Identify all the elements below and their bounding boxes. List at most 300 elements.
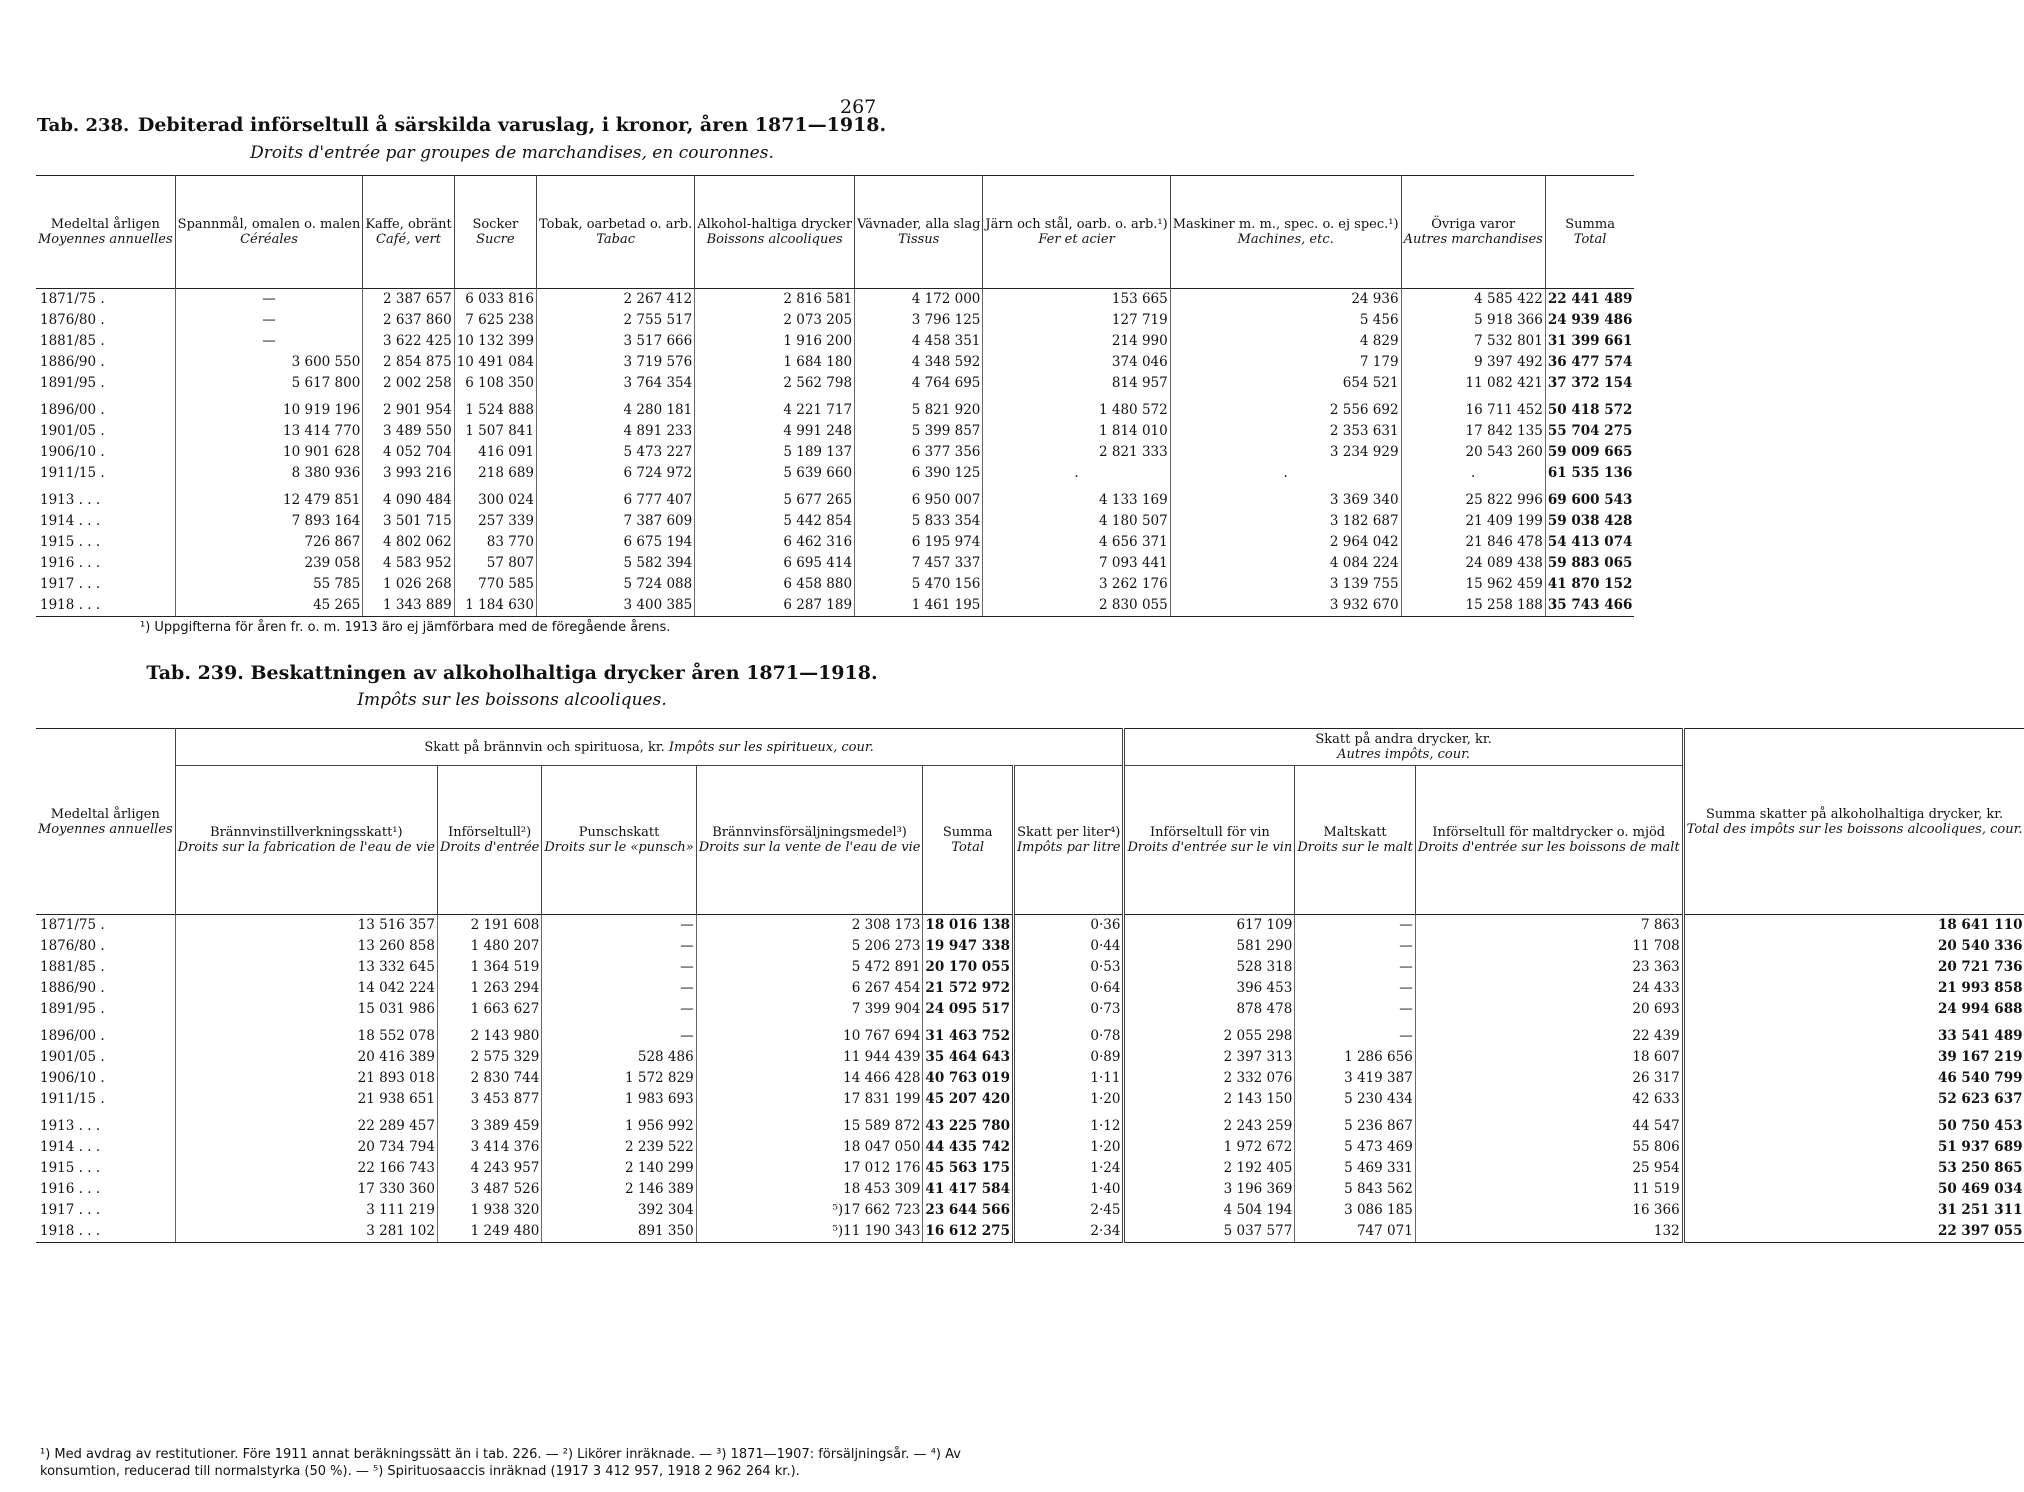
tab238-cell-8: 3 139 755 bbox=[1170, 574, 1401, 595]
tab238-cell-7: 4 656 371 bbox=[983, 532, 1170, 553]
tab238-cell-3: 6 033 816 bbox=[454, 289, 536, 311]
tab238-cell-4: 3 400 385 bbox=[537, 595, 695, 617]
tab238-cell-5: 6 287 189 bbox=[695, 595, 855, 617]
tab238-cell-9: 21 409 199 bbox=[1401, 511, 1545, 532]
tab239-cell-7: 617 109 bbox=[1124, 915, 1295, 937]
tab239-cell-10: 22 397 055 bbox=[1683, 1221, 2024, 1243]
tab239-cell-5: 44 435 742 bbox=[923, 1137, 1014, 1158]
tab239-cell-10: 21 993 858 bbox=[1683, 978, 2024, 999]
tab239-cell-2: 3 414 376 bbox=[437, 1137, 541, 1158]
tab238-cell-0: 1886/90 . bbox=[40, 354, 105, 370]
tab239-cell-2: 2 830 744 bbox=[437, 1068, 541, 1089]
tab239-cell-1: 14 042 224 bbox=[175, 978, 437, 999]
tab238-row bbox=[36, 373, 1634, 394]
tab239-cell-5: 45 207 420 bbox=[923, 1089, 1014, 1110]
tab238-cell-10: 69 600 543 bbox=[1545, 484, 1634, 511]
tab239-group-spirits bbox=[175, 729, 1124, 766]
tab238-cell-9: 9 397 492 bbox=[1401, 352, 1545, 373]
tab238-cell-1: 7 893 164 bbox=[175, 511, 363, 532]
tab239-cell-7: 396 453 bbox=[1124, 978, 1295, 999]
tab239-cell-5: 41 417 584 bbox=[923, 1179, 1014, 1200]
tab239-cell-10: 50 469 034 bbox=[1683, 1179, 2024, 1200]
tab238-cell-0: 1917 . . . bbox=[40, 576, 101, 592]
tab239-number: Tab. 239. bbox=[146, 662, 244, 684]
tab239-header-0-fr: Moyennes annuelles bbox=[38, 821, 173, 837]
tab238-cell-2: 4 802 062 bbox=[363, 532, 454, 553]
tab238-cell-3: 416 091 bbox=[454, 442, 536, 463]
tab239-cell-4: ⁵)17 662 723 bbox=[696, 1200, 923, 1221]
tab239-cell-7: 2 243 259 bbox=[1124, 1110, 1295, 1137]
tab238-cell-9: 20 543 260 bbox=[1401, 442, 1545, 463]
tab239-header-1-sv: Brännvinstillverkningsskatt¹) bbox=[210, 825, 403, 840]
tab239-cell-4: ⁵)11 190 343 bbox=[696, 1221, 923, 1243]
tab238-header-10-fr: Total bbox=[1573, 232, 1607, 247]
tab238-cell-0: 1916 . . . bbox=[40, 555, 101, 571]
tab238-cell-5: 5 189 137 bbox=[695, 442, 855, 463]
tab239-cell-2: 3 389 459 bbox=[437, 1110, 541, 1137]
tab238-cell-6: 6 195 974 bbox=[855, 532, 983, 553]
tab239-row bbox=[36, 1068, 2024, 1089]
tab239-cell-10: 39 167 219 bbox=[1683, 1047, 2024, 1068]
tab239-cell-2: 1 364 519 bbox=[437, 957, 541, 978]
tab238-cell-5: 1 916 200 bbox=[695, 331, 855, 352]
tab239-cell-10: 50 750 453 bbox=[1683, 1110, 2024, 1137]
tab238-cell-10: 36 477 574 bbox=[1545, 352, 1634, 373]
tab238-cell-3: 1 524 888 bbox=[454, 394, 536, 421]
tab239-cell-5: 24 095 517 bbox=[923, 999, 1014, 1020]
tab239-cell-8: 3 086 185 bbox=[1295, 1200, 1415, 1221]
tab239-cell-6: 2·34 bbox=[1013, 1221, 1124, 1243]
tab238-cell-9: 16 711 452 bbox=[1401, 394, 1545, 421]
tab238-row bbox=[36, 595, 1634, 617]
tab238-header-10 bbox=[1545, 176, 1634, 289]
tab239-cell-9: 132 bbox=[1415, 1221, 1683, 1243]
tab239-cell-8: 5 473 469 bbox=[1295, 1137, 1415, 1158]
tab238-cell-5: 6 458 880 bbox=[695, 574, 855, 595]
tab238-cell-1: 10 919 196 bbox=[175, 394, 363, 421]
tab239-header-9 bbox=[1415, 766, 1683, 915]
tab239-cell-6: 2·45 bbox=[1013, 1200, 1124, 1221]
tab238-cell-2: 3 622 425 bbox=[363, 331, 454, 352]
tab238-cell-7: 7 093 441 bbox=[983, 553, 1170, 574]
tab238-header-4-sv: Tobak, oarbetad o. arb. bbox=[539, 217, 693, 232]
tab238-cell-8: 654 521 bbox=[1170, 373, 1401, 394]
tab239-cell-4: 6 267 454 bbox=[696, 978, 923, 999]
tab238-cell-4: 6 777 407 bbox=[537, 484, 695, 511]
tab238-row bbox=[36, 442, 1634, 463]
tab239-cell-4: 17 012 176 bbox=[696, 1158, 923, 1179]
tab238-cell-10: 61 535 136 bbox=[1545, 463, 1634, 484]
tab239-row bbox=[36, 978, 2024, 999]
tab239-row bbox=[36, 957, 2024, 978]
tab239-cell-8: — bbox=[1295, 915, 1415, 937]
tab239-table bbox=[36, 728, 2024, 1243]
tab239-cell-10: 24 994 688 bbox=[1683, 999, 2024, 1020]
tab239-cell-9: 11 519 bbox=[1415, 1179, 1683, 1200]
tab238-cell-8: 3 932 670 bbox=[1170, 595, 1401, 617]
tab239-header-7-sv: Införseltull för vin bbox=[1150, 825, 1270, 840]
tab239-cell-7: 581 290 bbox=[1124, 936, 1295, 957]
tab238-header-9-fr: Autres marchandises bbox=[1403, 232, 1543, 247]
tab238-row bbox=[36, 463, 1634, 484]
tab239-cell-6: 1·20 bbox=[1013, 1089, 1124, 1110]
tab239-cell-10: 18 641 110 bbox=[1683, 915, 2024, 937]
tab238-cell-4: 5 724 088 bbox=[537, 574, 695, 595]
tab239-cell-3: 2 146 389 bbox=[542, 1179, 696, 1200]
tab238-cell-1: 55 785 bbox=[175, 574, 363, 595]
tab239-cell-3: — bbox=[542, 957, 696, 978]
tab238-cell-10: 37 372 154 bbox=[1545, 373, 1634, 394]
tab238-cell-2: 4 090 484 bbox=[363, 484, 454, 511]
tab239-cell-4: 18 453 309 bbox=[696, 1179, 923, 1200]
tab239-cell-10: 31 251 311 bbox=[1683, 1200, 2024, 1221]
tab238-cell-6: 4 172 000 bbox=[855, 289, 983, 311]
tab238-cell-6: 4 348 592 bbox=[855, 352, 983, 373]
tab238-header-6 bbox=[855, 176, 983, 289]
tab239-cell-3: — bbox=[542, 915, 696, 937]
tab238-cell-7: 1 814 010 bbox=[983, 421, 1170, 442]
tab239-cell-0: 1886/90 . bbox=[40, 980, 105, 996]
tab239-cell-3: 2 239 522 bbox=[542, 1137, 696, 1158]
tab238-cell-9: 25 822 996 bbox=[1401, 484, 1545, 511]
tab238-cell-3: 1 184 630 bbox=[454, 595, 536, 617]
tab239-title-line bbox=[0, 662, 1024, 684]
tab239-cell-0: 1901/05 . bbox=[40, 1049, 105, 1065]
tab239-cell-1: 13 260 858 bbox=[175, 936, 437, 957]
tab238-cell-1: — bbox=[175, 331, 363, 352]
tab239-cell-3: — bbox=[542, 936, 696, 957]
tab238-cell-10: 24 939 486 bbox=[1545, 310, 1634, 331]
tab238-cell-0: 1915 . . . bbox=[40, 534, 101, 550]
tab239-header-6-fr: Impôts par litre bbox=[1016, 840, 1121, 855]
tab238-cell-2: 3 501 715 bbox=[363, 511, 454, 532]
tab238-cell-9: 11 082 421 bbox=[1401, 373, 1545, 394]
tab238-cell-1: 3 600 550 bbox=[175, 352, 363, 373]
tab238-cell-5: 4 221 717 bbox=[695, 394, 855, 421]
tab238-cell-3: 1 507 841 bbox=[454, 421, 536, 442]
tab238-cell-6: 6 950 007 bbox=[855, 484, 983, 511]
tab238-cell-9: 21 846 478 bbox=[1401, 532, 1545, 553]
tab238-cell-6: 5 399 857 bbox=[855, 421, 983, 442]
tab239-cell-4: 10 767 694 bbox=[696, 1020, 923, 1047]
tab238-row bbox=[36, 289, 1634, 311]
tab239-row bbox=[36, 915, 2024, 937]
tab238-cell-5: 6 462 316 bbox=[695, 532, 855, 553]
tab239-header-8-sv: Maltskatt bbox=[1323, 825, 1387, 840]
tab238-cell-5: 1 684 180 bbox=[695, 352, 855, 373]
tab239-cell-6: 1·20 bbox=[1013, 1137, 1124, 1158]
tab238-cell-0: 1906/10 . bbox=[40, 444, 105, 460]
tab238-header-4-fr: Tabac bbox=[596, 232, 635, 247]
page-number: 267 bbox=[840, 96, 877, 118]
tab238-row bbox=[36, 532, 1634, 553]
tab239-cell-2: 1 263 294 bbox=[437, 978, 541, 999]
tab238-header-0 bbox=[36, 176, 175, 289]
tab238-cell-3: 10 491 084 bbox=[454, 352, 536, 373]
tab238-cell-2: 4 052 704 bbox=[363, 442, 454, 463]
tab239-cell-2: 2 143 980 bbox=[437, 1020, 541, 1047]
tab238-cell-7: 214 990 bbox=[983, 331, 1170, 352]
tab238-header-0-sv: Medeltal årligen bbox=[50, 217, 160, 232]
tab239-cell-10: 20 721 736 bbox=[1683, 957, 2024, 978]
tab239-cell-9: 20 693 bbox=[1415, 999, 1683, 1020]
tab239-cell-6: 1·11 bbox=[1013, 1068, 1124, 1089]
tab238-cell-4: 6 675 194 bbox=[537, 532, 695, 553]
tab239-body bbox=[36, 915, 2024, 1243]
tab239-header-period bbox=[36, 729, 175, 915]
tab239-cell-10: 53 250 865 bbox=[1683, 1158, 2024, 1179]
tab238-cell-5: 5 677 265 bbox=[695, 484, 855, 511]
tab238-cell-1: 726 867 bbox=[175, 532, 363, 553]
tab238-cell-1: — bbox=[175, 289, 363, 311]
tab238-cell-10: 50 418 572 bbox=[1545, 394, 1634, 421]
tab239-cell-9: 26 317 bbox=[1415, 1068, 1683, 1089]
tab239-cell-7: 2 192 405 bbox=[1124, 1158, 1295, 1179]
tab239-cell-9: 25 954 bbox=[1415, 1158, 1683, 1179]
tab239-header-8-fr: Droits sur le malt bbox=[1297, 840, 1413, 855]
tab239-cell-8: — bbox=[1295, 957, 1415, 978]
tab238-cell-0: 1918 . . . bbox=[36, 595, 175, 617]
tab238-cell-6: 5 470 156 bbox=[855, 574, 983, 595]
tab239-header-4-sv: Brännvinsförsäljningsmedel³) bbox=[712, 825, 907, 840]
tab238-header-7-sv: Järn och stål, oarb. o. arb.¹) bbox=[985, 217, 1168, 232]
tab239-cell-0: 1914 . . . bbox=[40, 1139, 101, 1155]
tab238-cell-10: 35 743 466 bbox=[1545, 595, 1634, 617]
tab239-cell-5: 23 644 566 bbox=[923, 1200, 1014, 1221]
tab238-cell-3: 300 024 bbox=[454, 484, 536, 511]
tab238-cell-8: 3 369 340 bbox=[1170, 484, 1401, 511]
tab239-row bbox=[36, 1110, 2024, 1137]
tab238-cell-6: 6 390 125 bbox=[855, 463, 983, 484]
tab239-cell-1: 22 166 743 bbox=[175, 1158, 437, 1179]
tab238-cell-3: 6 108 350 bbox=[454, 373, 536, 394]
tab239-footnote: ¹) Med avdrag av restitutioner. Före 1911 annat beräkningssätt än i tab. 226. — ²) Likörer inräknade. — ³) 1871—1907: försäljningsår. — ⁴) Av konsumtion, reducerad till normalstyrka (50 %). — ⁵) Spirituosaaccis inräknad (1917 3 412 957, 1918 2 962 264 kr.). bbox=[40, 1447, 961, 1479]
tab238-cell-8: 24 936 bbox=[1170, 289, 1401, 311]
tab239-cell-5: 20 170 055 bbox=[923, 957, 1014, 978]
tab238-row bbox=[36, 421, 1634, 442]
tab239-cell-0: 1915 . . . bbox=[40, 1160, 101, 1176]
tab238-cell-5: 2 073 205 bbox=[695, 310, 855, 331]
tab238-cell-0: 1871/75 . bbox=[40, 291, 105, 307]
tab239-cell-6: 1·12 bbox=[1013, 1110, 1124, 1137]
tab238-cell-7: 127 719 bbox=[983, 310, 1170, 331]
tab238-header-1-sv: Spannmål, omalen o. malen bbox=[177, 217, 361, 232]
tab239-cell-10: 52 623 637 bbox=[1683, 1089, 2024, 1110]
tab238-header-5-sv: Alkohol-haltiga drycker bbox=[697, 217, 853, 232]
tab239-cell-4: 17 831 199 bbox=[696, 1089, 923, 1110]
tab239-header-10-fr: Total des impôts sur les boissons alcooliques, cour. bbox=[1686, 821, 2023, 837]
tab239-cell-3: 891 350 bbox=[542, 1221, 696, 1243]
tab239-cell-10: 46 540 799 bbox=[1683, 1068, 2024, 1089]
tab239-header-4 bbox=[696, 766, 923, 915]
tab238-cell-8: 4 829 bbox=[1170, 331, 1401, 352]
tab238-cell-3: 770 585 bbox=[454, 574, 536, 595]
tab238-cell-8: 2 353 631 bbox=[1170, 421, 1401, 442]
tab239-cell-3: — bbox=[542, 1020, 696, 1047]
tab239-group-row bbox=[36, 729, 2024, 766]
tab238-cell-3: 257 339 bbox=[454, 511, 536, 532]
tab238-cell-2: 3 489 550 bbox=[363, 421, 454, 442]
tab239-cell-0: 1906/10 . bbox=[40, 1070, 105, 1086]
tab239-cell-1: 22 289 457 bbox=[175, 1110, 437, 1137]
tab238-number: Tab. 238. bbox=[37, 115, 130, 136]
tab239-cell-5: 18 016 138 bbox=[923, 915, 1014, 937]
tab239-header-5 bbox=[923, 766, 1014, 915]
tab238-cell-5: 6 695 414 bbox=[695, 553, 855, 574]
tab238-cell-7: 2 830 055 bbox=[983, 595, 1170, 617]
tab239-cell-5: 35 464 643 bbox=[923, 1047, 1014, 1068]
tab239-cell-0: 1881/85 . bbox=[40, 959, 105, 975]
tab238-cell-5: 5 639 660 bbox=[695, 463, 855, 484]
tab238-cell-5: 2 562 798 bbox=[695, 373, 855, 394]
tab239-header-10-sv: Summa skatter på alkoholhaltiga drycker, kr. bbox=[1705, 806, 2004, 822]
tab238-cell-2: 1 343 889 bbox=[363, 595, 454, 617]
tab239-cell-4: 2 308 173 bbox=[696, 915, 923, 937]
tab238-cell-0: 1876/80 . bbox=[40, 312, 105, 328]
tab238-title: Debiterad införseltull å särskilda varuslag, i kronor, åren 1871—1918. bbox=[137, 114, 887, 136]
tab239-cell-6: 1·24 bbox=[1013, 1158, 1124, 1179]
tab239-cell-5: 43 225 780 bbox=[923, 1110, 1014, 1137]
tab238-cell-8: 3 182 687 bbox=[1170, 511, 1401, 532]
tab239-cell-0: 1917 . . . bbox=[40, 1202, 101, 1218]
tab239-cell-7: 2 332 076 bbox=[1124, 1068, 1295, 1089]
tab238-cell-9: 7 532 801 bbox=[1401, 331, 1545, 352]
tab238-cell-6: 6 377 356 bbox=[855, 442, 983, 463]
tab239-cell-6: 0·36 bbox=[1013, 915, 1124, 937]
tab238-cell-8: . bbox=[1170, 463, 1401, 484]
tab239-header-9-fr: Droits d'entrée sur les boissons de malt bbox=[1417, 840, 1680, 855]
tab238-subtitle: Droits d'entrée par groupes de marchandises, en couronnes. bbox=[250, 143, 774, 163]
tab238-cell-10: 59 883 065 bbox=[1545, 553, 1634, 574]
tab238-cell-2: 2 854 875 bbox=[363, 352, 454, 373]
tab238-cell-8: 5 456 bbox=[1170, 310, 1401, 331]
tab238-cell-9: 4 585 422 bbox=[1401, 289, 1545, 311]
tab239-cell-2: 2 191 608 bbox=[437, 915, 541, 937]
tab239-cell-2: 3 453 877 bbox=[437, 1089, 541, 1110]
tab238-cell-2: 1 026 268 bbox=[363, 574, 454, 595]
tab239-cell-8: — bbox=[1295, 978, 1415, 999]
tab239-cell-8: 1 286 656 bbox=[1295, 1047, 1415, 1068]
tab239-cell-5: 16 612 275 bbox=[923, 1221, 1014, 1243]
tab238-cell-4: 3 719 576 bbox=[537, 352, 695, 373]
tab238-cell-0: 1914 . . . bbox=[40, 513, 101, 529]
tab239-cell-1: 18 552 078 bbox=[175, 1020, 437, 1047]
tab239-cell-9: 44 547 bbox=[1415, 1110, 1683, 1137]
tab239-cell-7: 2 055 298 bbox=[1124, 1020, 1295, 1047]
tab238-cell-1: 5 617 800 bbox=[175, 373, 363, 394]
tab238-cell-10: 59 009 665 bbox=[1545, 442, 1634, 463]
tab239-group-spirits-fr: Impôts sur les spiritueux, cour. bbox=[668, 739, 874, 755]
tab238-header-2 bbox=[363, 176, 454, 289]
tab239-subtitle: Impôts sur les boissons alcooliques. bbox=[357, 690, 667, 710]
tab239-cell-0: 1891/95 . bbox=[40, 1001, 105, 1017]
tab238-cell-5: 4 991 248 bbox=[695, 421, 855, 442]
tab238-table bbox=[36, 175, 1634, 617]
tab239-cell-0: 1871/75 . bbox=[40, 917, 105, 933]
tab238-cell-1: 239 058 bbox=[175, 553, 363, 574]
tab239-cell-6: 0·53 bbox=[1013, 957, 1124, 978]
tab238-header-row bbox=[36, 176, 1634, 289]
tab238-cell-8: 2 556 692 bbox=[1170, 394, 1401, 421]
tab238-cell-8: 4 084 224 bbox=[1170, 553, 1401, 574]
tab239-cell-7: 878 478 bbox=[1124, 999, 1295, 1020]
tab238-cell-1: 45 265 bbox=[175, 595, 363, 617]
tab238-cell-0: 1901/05 . bbox=[40, 423, 105, 439]
tab238-cell-7: 4 133 169 bbox=[983, 484, 1170, 511]
tab238-cell-6: 3 796 125 bbox=[855, 310, 983, 331]
tab239-cell-0: 1918 . . . bbox=[36, 1221, 175, 1243]
tab238-cell-4: 2 267 412 bbox=[537, 289, 695, 311]
tab239-cell-5: 45 563 175 bbox=[923, 1158, 1014, 1179]
tab238-header-2-sv: Kaffe, obränt bbox=[365, 217, 452, 232]
tab238-cell-1: — bbox=[175, 310, 363, 331]
tab238-cell-4: 7 387 609 bbox=[537, 511, 695, 532]
tab238-cell-3: 57 807 bbox=[454, 553, 536, 574]
tab239-header-6-sv: Skatt per liter⁴) bbox=[1017, 825, 1121, 840]
tab239-header-1-fr: Droits sur la fabrication de l'eau de vie bbox=[177, 840, 435, 855]
tab238-cell-9: 5 918 366 bbox=[1401, 310, 1545, 331]
tab238-cell-10: 41 870 152 bbox=[1545, 574, 1634, 595]
tab238-header-9 bbox=[1401, 176, 1545, 289]
tab238-header-2-fr: Café, vert bbox=[376, 232, 441, 247]
tab239-cell-8: 5 843 562 bbox=[1295, 1179, 1415, 1200]
tab238-row bbox=[36, 553, 1634, 574]
tab239-row bbox=[36, 936, 2024, 957]
tab238-cell-7: 2 821 333 bbox=[983, 442, 1170, 463]
tab238-header-7 bbox=[983, 176, 1170, 289]
tab238-cell-4: 6 724 972 bbox=[537, 463, 695, 484]
tab239-cell-3: 1 956 992 bbox=[542, 1110, 696, 1137]
tab239-header-7 bbox=[1124, 766, 1295, 915]
tab239-cell-2: 3 487 526 bbox=[437, 1179, 541, 1200]
tab238-cell-2: 2 387 657 bbox=[363, 289, 454, 311]
tab239-header-5-fr: Total bbox=[951, 840, 984, 855]
tab238-cell-4: 3 764 354 bbox=[537, 373, 695, 394]
tab239-header-4-fr: Droits sur la vente de l'eau de vie bbox=[698, 840, 921, 855]
tab238-cell-4: 5 473 227 bbox=[537, 442, 695, 463]
tab239-header-3 bbox=[542, 766, 696, 915]
tab238-cell-4: 3 517 666 bbox=[537, 331, 695, 352]
tab238-header-6-sv: Vävnader, alla slag bbox=[857, 217, 981, 232]
tab238-row bbox=[36, 484, 1634, 511]
tab239-cell-4: 15 589 872 bbox=[696, 1110, 923, 1137]
tab239-cell-5: 19 947 338 bbox=[923, 936, 1014, 957]
tab238-header-3-sv: Socker bbox=[472, 217, 519, 232]
tab238-cell-0: 1913 . . . bbox=[40, 492, 101, 508]
tab238-cell-1: 12 479 851 bbox=[175, 484, 363, 511]
tab238-cell-7: 1 480 572 bbox=[983, 394, 1170, 421]
tab239-cell-7: 5 037 577 bbox=[1124, 1221, 1295, 1243]
tab239-cell-4: 7 399 904 bbox=[696, 999, 923, 1020]
tab238-cell-2: 2 637 860 bbox=[363, 310, 454, 331]
tab239-group-other-fr: Autres impôts, cour. bbox=[1337, 747, 1471, 762]
tab238-cell-8: 3 234 929 bbox=[1170, 442, 1401, 463]
tab239-header-6 bbox=[1013, 766, 1124, 915]
tab239-cell-3: 392 304 bbox=[542, 1200, 696, 1221]
tab238-cell-2: 2 002 258 bbox=[363, 373, 454, 394]
tab238-footnote: ¹) Uppgifterna för åren fr. o. m. 1913 äro ej jämförbara med de föregående årens. bbox=[140, 620, 671, 635]
tab239-cell-3: 528 486 bbox=[542, 1047, 696, 1068]
tab239-cell-9: 24 433 bbox=[1415, 978, 1683, 999]
tab239-cell-6: 1·40 bbox=[1013, 1179, 1124, 1200]
tab239-header-3-sv: Punschskatt bbox=[578, 825, 660, 840]
tab239-row bbox=[36, 1020, 2024, 1047]
tab239-row bbox=[36, 1200, 2024, 1221]
tab239-cell-0: 1896/00 . bbox=[40, 1028, 105, 1044]
tab239-cell-2: 1 938 320 bbox=[437, 1200, 541, 1221]
tab238-cell-9: 15 962 459 bbox=[1401, 574, 1545, 595]
tab238-cell-10: 54 413 074 bbox=[1545, 532, 1634, 553]
